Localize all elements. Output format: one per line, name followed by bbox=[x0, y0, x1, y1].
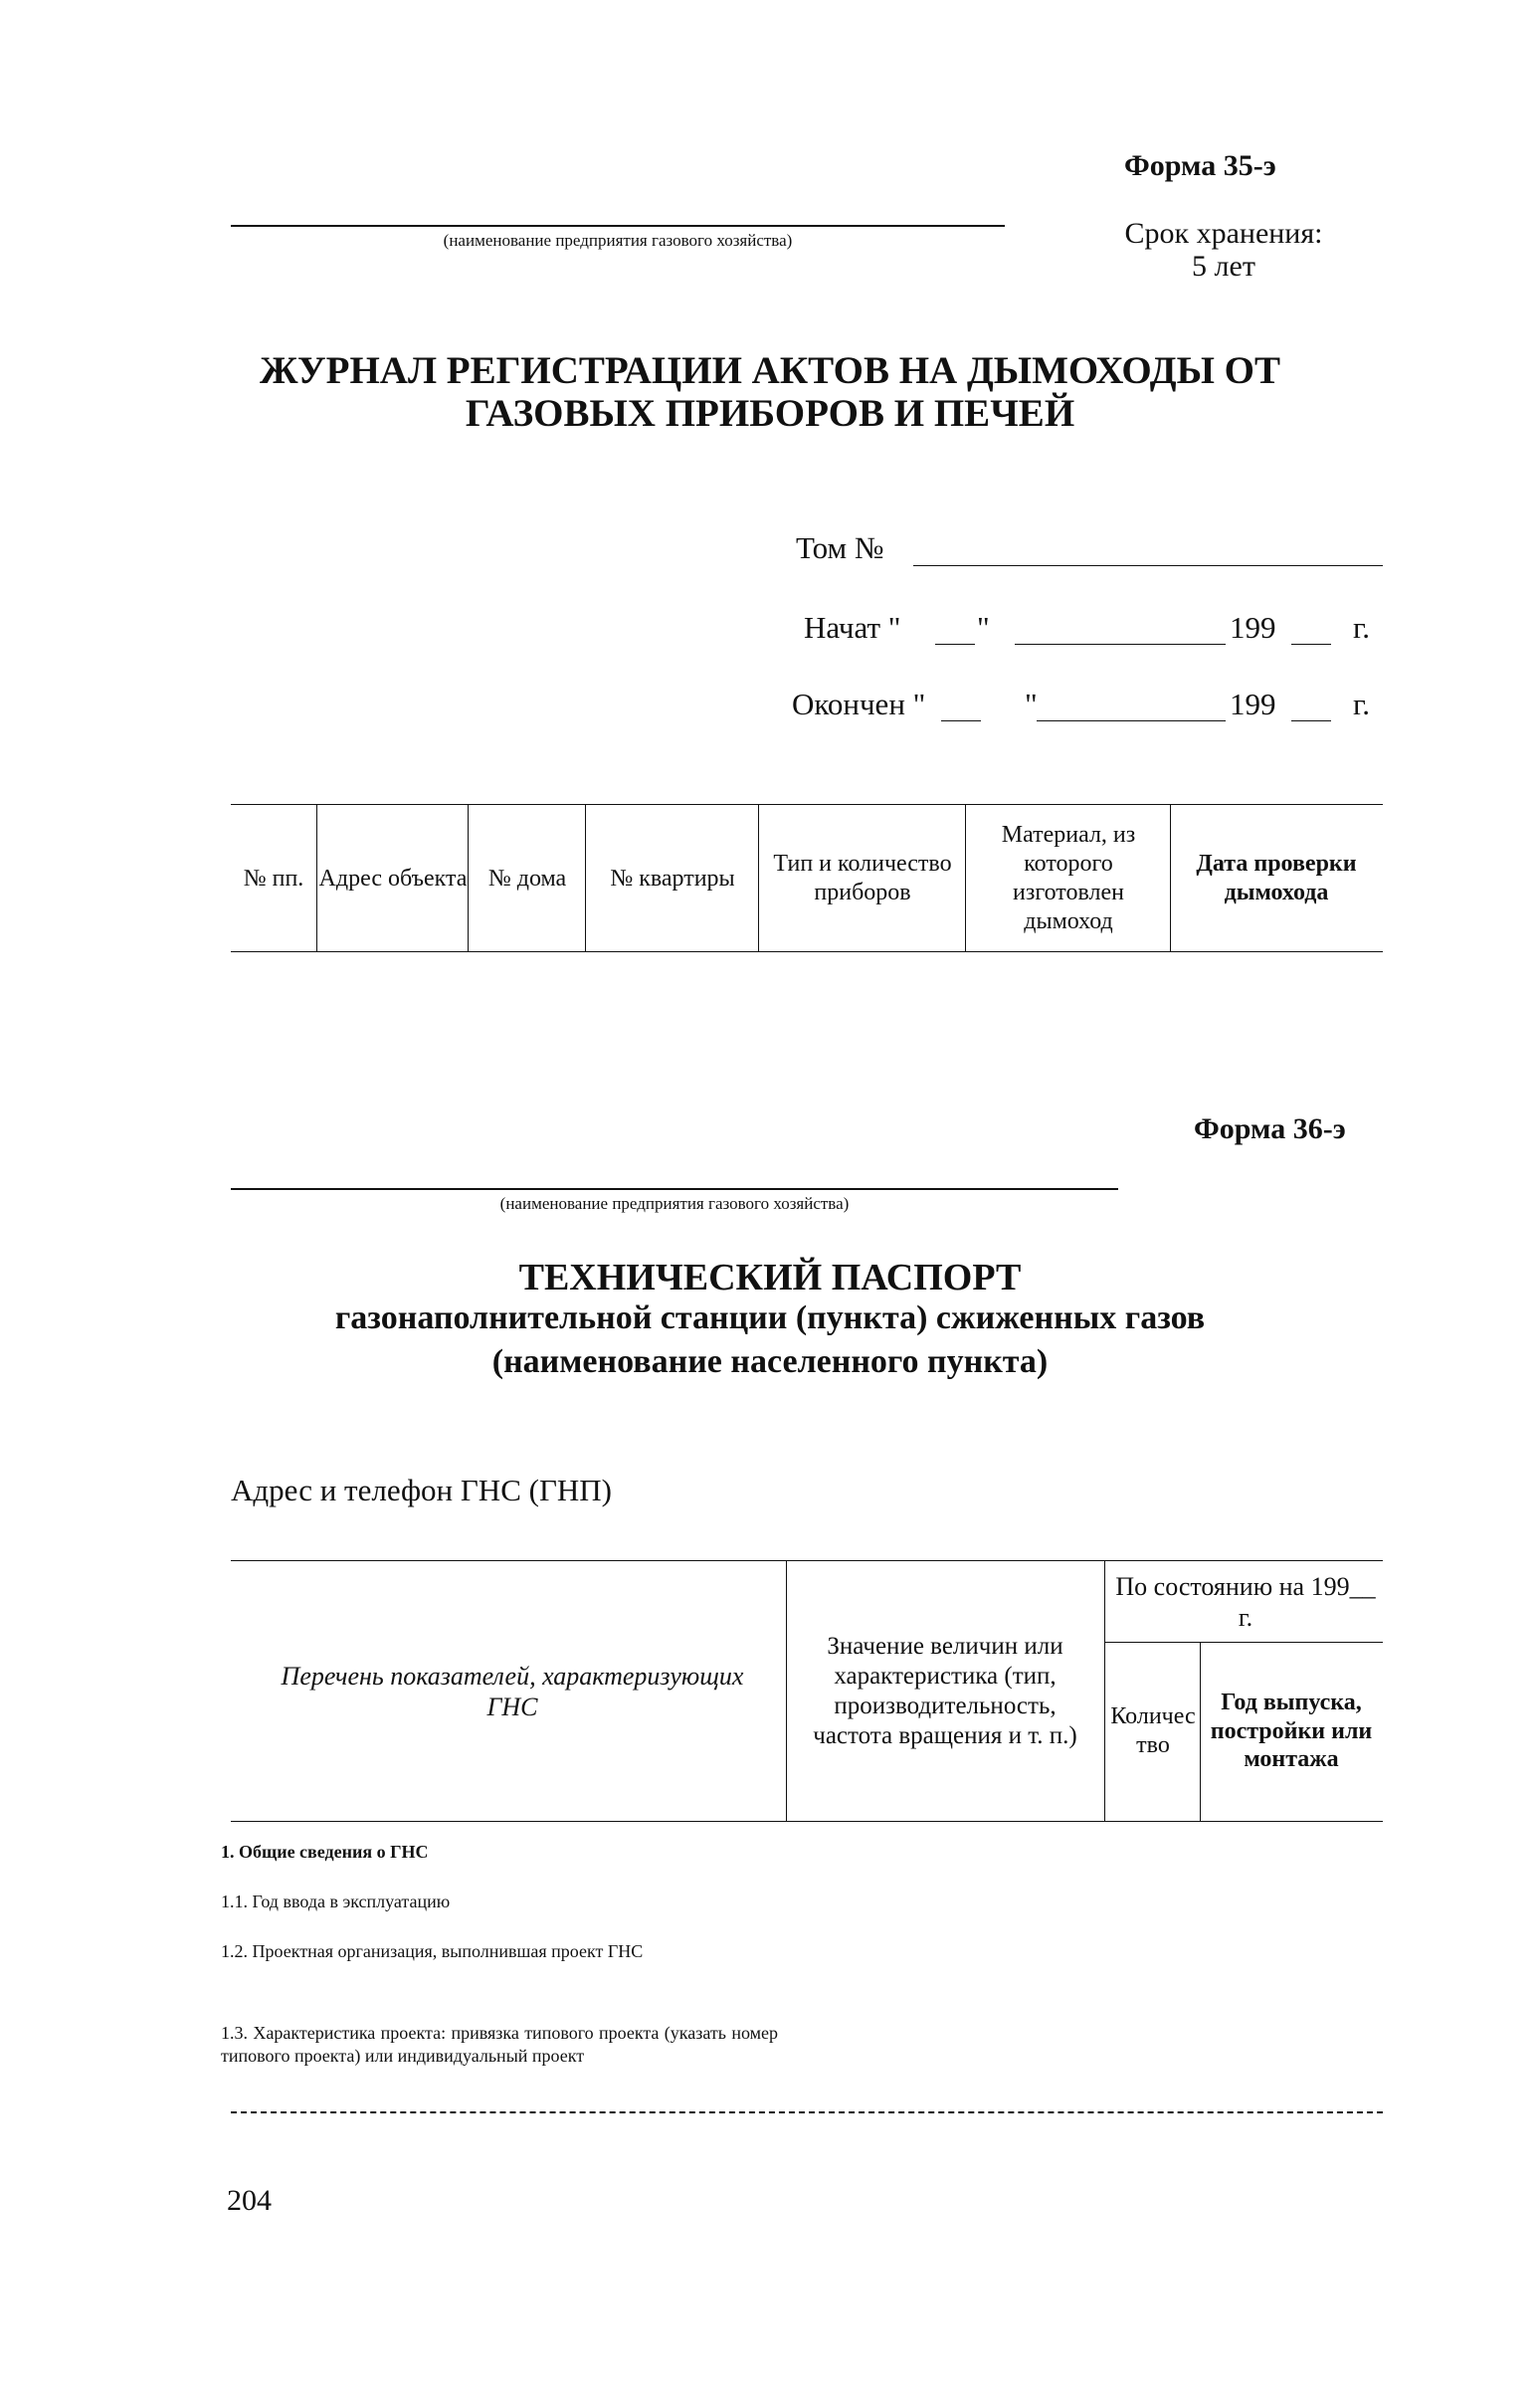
journal-title-line2: ГАЗОВЫХ ПРИБОРОВ И ПЕЧЕЙ bbox=[465, 391, 1075, 435]
ended-label: Окончен " bbox=[792, 687, 926, 721]
passport-subtitle: газонаполнительной станции (пункта) сжиженных газов bbox=[334, 1299, 1206, 1336]
started-year-suffix: г. bbox=[1353, 610, 1370, 645]
ended-year-line[interactable] bbox=[1291, 720, 1331, 721]
journal-col-divider bbox=[468, 804, 469, 951]
journal-col-divider bbox=[965, 804, 966, 951]
journal-col-divider bbox=[758, 804, 759, 951]
passport-col-divider bbox=[1104, 1560, 1105, 1821]
passport-header-indicators: Перечень показателей, характеризующих ГНС bbox=[281, 1661, 744, 1721]
ended-month-line[interactable] bbox=[1037, 720, 1226, 721]
journal-header-material: Материал, из которого изготовлен дымоход bbox=[1001, 822, 1136, 934]
passport-table-header-bottom bbox=[231, 1821, 1383, 1822]
started-month-line[interactable] bbox=[1015, 644, 1226, 645]
org-name-line-35 bbox=[231, 225, 1005, 227]
form35-label: Форма 35-э bbox=[1124, 149, 1276, 182]
started-year-prefix: 199 bbox=[1230, 610, 1276, 645]
passport-subheader-divider bbox=[1104, 1642, 1383, 1643]
page-number: 204 bbox=[227, 2184, 272, 2217]
passport-row-design-org: 1.2. Проектная организация, выполнившая проект ГНС bbox=[221, 1941, 644, 1961]
journal-header-apartment: № квартиры bbox=[610, 865, 735, 892]
started-label: Начат " bbox=[804, 610, 901, 645]
retention-label: Срок хранения: bbox=[1124, 217, 1323, 250]
passport-col-divider bbox=[1200, 1642, 1201, 1821]
volume-label: Том № bbox=[796, 530, 884, 565]
retention-value: 5 лет bbox=[1192, 250, 1255, 283]
passport-title: ТЕХНИЧЕСКИЙ ПАСПОРТ bbox=[518, 1257, 1022, 1298]
org-name-line-36 bbox=[231, 1188, 1118, 1190]
journal-header-check-date: Дата проверки дымохода bbox=[1196, 851, 1357, 905]
passport-col-divider bbox=[786, 1560, 787, 1821]
passport-row-general: 1. Общие сведения о ГНС bbox=[221, 1842, 429, 1862]
journal-header-house: № дома bbox=[487, 865, 567, 892]
journal-col-divider bbox=[316, 804, 317, 951]
passport-row-project: 1.3. Характеристика проекта: привязка типового проекта (указать номер типового проекта) или индивидуальный проект bbox=[221, 2023, 778, 2066]
passport-header-values: Значение величин или характеристика (тип, производительность, частота вращения и т. п.) bbox=[813, 1633, 1077, 1749]
started-year-line[interactable] bbox=[1291, 644, 1331, 645]
passport-table-top-border bbox=[231, 1560, 1383, 1561]
journal-title-line1: ЖУРНАЛ РЕГИСТРАЦИИ АКТОВ НА ДЫМОХОДЫ ОТ bbox=[260, 349, 1280, 392]
address-phone-label: Адрес и телефон ГНС (ГНП) bbox=[231, 1473, 612, 1507]
journal-title bbox=[149, 350, 1391, 436]
passport-header-year: Год выпуска, постройки или монтажа bbox=[1210, 1689, 1373, 1773]
ended-year-suffix: г. bbox=[1353, 687, 1370, 721]
passport-table-continuation bbox=[231, 2111, 1383, 2113]
form36-label: Форма 36-э bbox=[1194, 1112, 1346, 1145]
org-caption-35: (наименование предприятия газового хозяйства) bbox=[443, 231, 793, 250]
ended-year-prefix: 199 bbox=[1230, 687, 1276, 721]
volume-number-line[interactable] bbox=[913, 565, 1383, 566]
started-day-line[interactable] bbox=[935, 644, 975, 645]
journal-table-top-border bbox=[231, 804, 1383, 805]
passport-row-commissioning-year: 1.1. Год ввода в эксплуатацию bbox=[221, 1892, 451, 1911]
started-quote: " bbox=[977, 610, 990, 645]
org-caption-36: (наименование предприятия газового хозяйства) bbox=[499, 1194, 850, 1213]
journal-header-number: № пп. bbox=[243, 865, 304, 892]
journal-col-divider bbox=[585, 804, 586, 951]
passport-header-quantity: Количество bbox=[1110, 1703, 1196, 1758]
journal-col-divider bbox=[1170, 804, 1171, 951]
passport-header-as-of: По состоянию на 199__ г. bbox=[1115, 1571, 1376, 1632]
retention-period bbox=[1084, 217, 1363, 283]
journal-table-bottom-border bbox=[231, 951, 1383, 952]
ended-day-line[interactable] bbox=[941, 720, 981, 721]
settlement-name: (наименование населенного пункта) bbox=[491, 1343, 1049, 1380]
ended-quote: " bbox=[1025, 687, 1038, 721]
journal-header-address: Адрес объекта bbox=[318, 865, 468, 892]
journal-header-devices: Тип и количество приборов bbox=[773, 851, 952, 905]
